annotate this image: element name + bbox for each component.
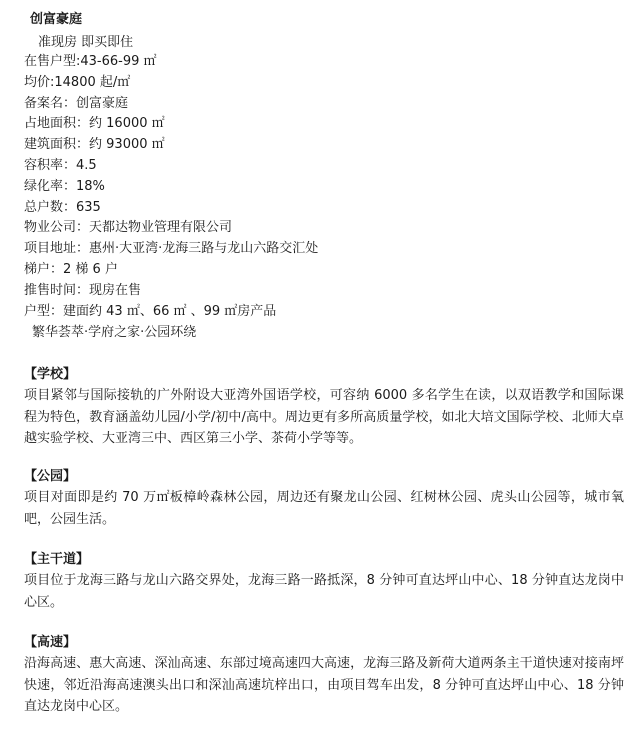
property-info-list xyxy=(24,52,318,322)
info-item-plot-ratio xyxy=(24,156,318,177)
info-value: 惠州·大亚湾·龙海三路与龙山六路交汇处 xyxy=(89,241,319,257)
info-value: 43-66-99 ㎡ xyxy=(80,54,157,69)
info-value: 创富豪庭 xyxy=(76,95,129,111)
info-value: 现房在售 xyxy=(89,282,142,298)
section-school xyxy=(24,364,624,450)
info-value: 4.5 xyxy=(76,157,97,173)
info-item-sale-time xyxy=(24,281,318,302)
info-value: 约 93000 ㎡ xyxy=(89,137,165,153)
info-label: 均价: xyxy=(24,74,55,90)
info-item-building-area xyxy=(24,135,318,156)
info-label: 物业公司： xyxy=(24,220,90,236)
section-heading: 【学校】 xyxy=(24,367,77,382)
info-value: 约 16000 ㎡ xyxy=(89,116,165,132)
property-slogan: 准现房 即买即住 xyxy=(38,35,134,50)
property-tagline: 繁华荟萃·学府之家·公园环绕 xyxy=(32,325,197,340)
info-item-address xyxy=(24,239,318,260)
section-heading: 【主干道】 xyxy=(24,552,90,567)
info-value: 14800 起/㎡ xyxy=(54,74,131,90)
info-label: 项目地址： xyxy=(24,241,90,257)
info-label: 容积率： xyxy=(24,157,77,173)
info-label: 建筑面积： xyxy=(24,137,90,153)
info-value: 18% xyxy=(76,178,105,194)
info-label: 备案名： xyxy=(24,95,77,111)
section-body: 项目位于龙海三路与龙山六路交界处，龙海三路一路抵深，8 分钟可直达坪山中心、18 分钟直达龙岗中心区。 xyxy=(24,573,624,610)
section-highway xyxy=(24,632,624,718)
property-title: 创富豪庭 xyxy=(30,12,83,27)
info-value: 635 xyxy=(76,199,101,215)
info-label: 占地面积： xyxy=(24,116,90,132)
info-label: 推售时间： xyxy=(24,282,90,298)
info-value: 天都达物业管理有限公司 xyxy=(89,220,233,236)
info-label: 户型： xyxy=(24,303,64,319)
info-item-total-units xyxy=(24,198,318,219)
info-item-registered-name xyxy=(24,94,318,115)
info-value: 2 梯 6 户 xyxy=(63,261,118,277)
info-label: 绿化率： xyxy=(24,178,77,194)
info-item-land-area xyxy=(24,114,318,135)
info-item-unit-types xyxy=(24,52,318,73)
section-main-road xyxy=(24,549,624,613)
info-item-elevator-ratio xyxy=(24,260,318,281)
section-heading: 【高速】 xyxy=(24,635,77,650)
section-body: 项目紧邻与国际接轨的广外附设大亚湾外国语学校，可容纳 6000 多名学生在读，以双语教学和国际课程为特色，教育涵盖幼儿园/小学/初中/高中。周边更有多所高质量学校，如北大培文国际学校、北师大卓越实验学校、大亚湾三中、西区第三小学、茶荷小学等等。 xyxy=(24,388,624,446)
section-heading: 【公园】 xyxy=(24,469,77,484)
section-body: 项目对面即是约 70 万㎡板樟岭森林公园，周边还有聚龙山公园、红树林公园、虎头山公园等，城市氧吧，公园生活。 xyxy=(24,490,624,527)
info-value: 建面约 43 ㎡、66 ㎡ 、99 ㎡房产品 xyxy=(63,303,277,319)
info-label: 总户数： xyxy=(24,199,77,215)
info-label: 梯户： xyxy=(24,261,64,277)
section-park xyxy=(24,466,624,530)
info-item-average-price xyxy=(24,73,318,94)
info-item-green-ratio xyxy=(24,177,318,198)
info-label: 在售户型: xyxy=(24,54,81,69)
section-body: 沿海高速、惠大高速、深汕高速、东部过境高速四大高速，龙海三路及新荷大道两条主干道快速对接南坪快速，邻近沿海高速澳头出口和深汕高速坑梓出口，由项目驾车出发，8 分钟可直达坪山中心、18 分钟直达龙岗中心区。 xyxy=(24,656,624,714)
info-item-property-company xyxy=(24,218,318,239)
info-item-layouts xyxy=(24,302,318,323)
